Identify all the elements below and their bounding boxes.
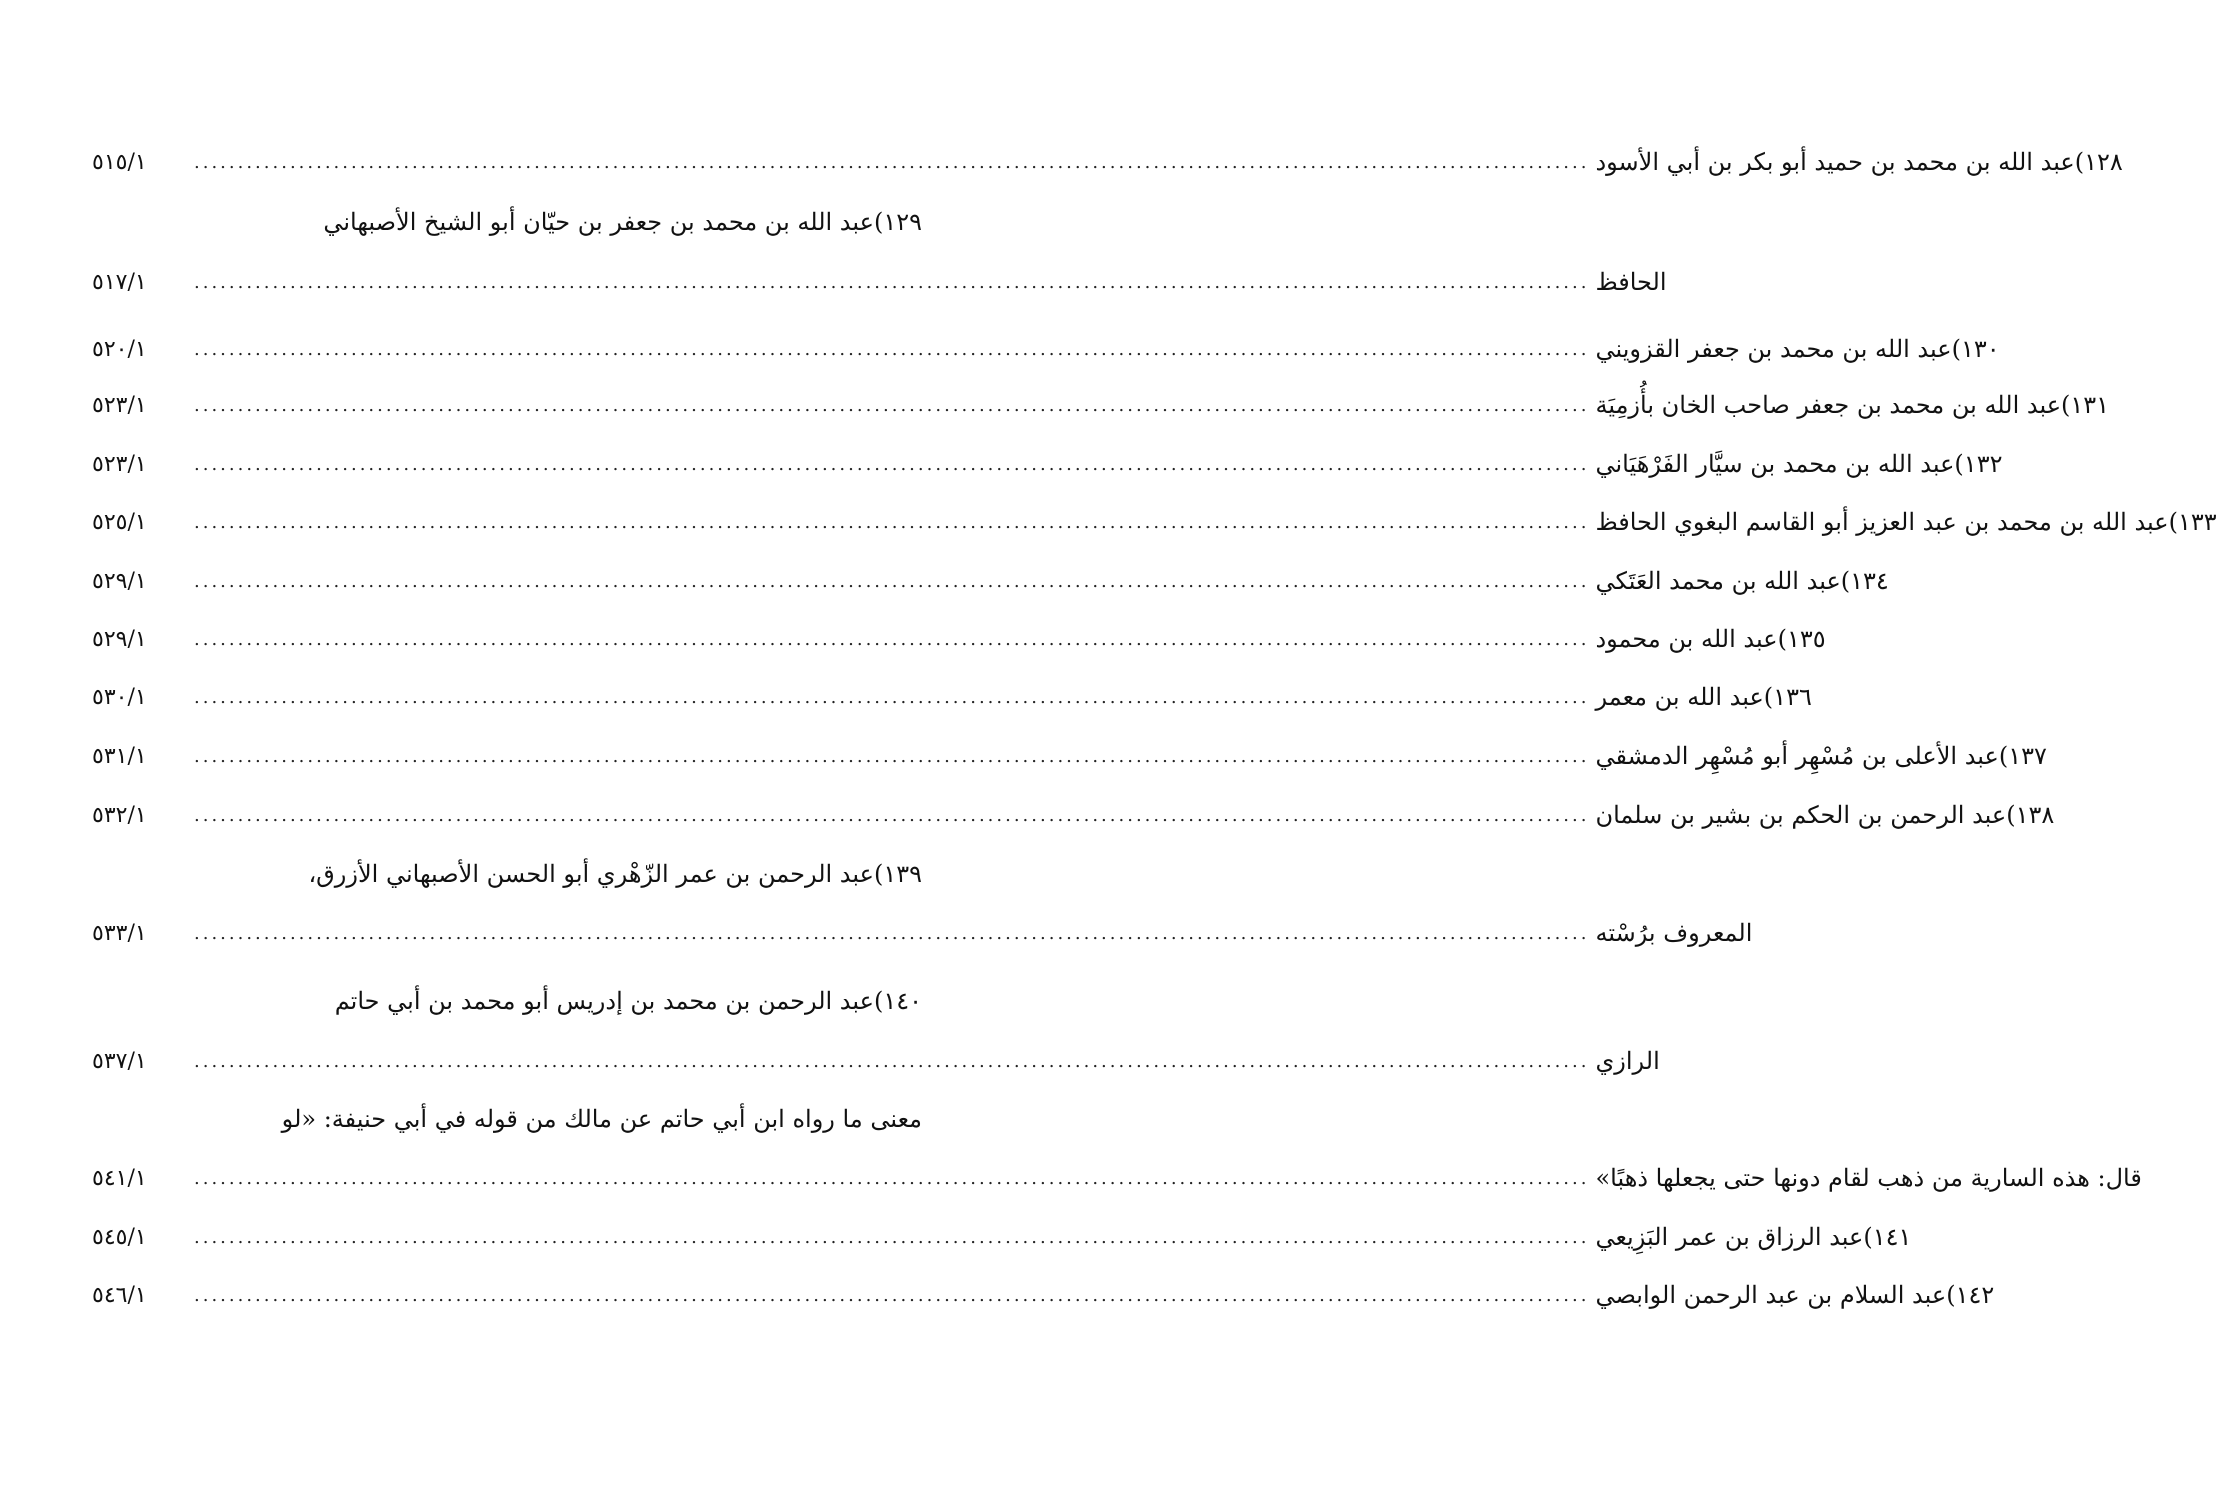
page-number: ٥٢٣/١ bbox=[92, 392, 147, 418]
toc-line bbox=[92, 324, 2000, 374]
page-number: ٥٢٣/١ bbox=[92, 451, 147, 477]
dot-leader: ................................................................................................................................................................ bbox=[194, 570, 1590, 592]
entry-title: ١٤١)عبد الرزاق بن عمر البَزِيعي bbox=[1595, 1223, 1912, 1251]
toc-line bbox=[92, 380, 2110, 430]
dot-leader: ................................................................................................................................................................ bbox=[194, 511, 1590, 533]
entry-title: ١٣٧)عبد الأعلى بن مُسْهِر أبو مُسْهِر الدمشقي bbox=[1595, 742, 2047, 770]
dot-leader: ................................................................................................................................................................ bbox=[194, 922, 1590, 944]
entry-title: الرازي bbox=[1595, 1047, 1660, 1075]
toc-line bbox=[92, 137, 2123, 187]
dot-leader: ................................................................................................................................................................ bbox=[194, 1167, 1590, 1189]
toc-line bbox=[92, 614, 1826, 664]
entry-title: الحافظ bbox=[1595, 268, 1667, 296]
dot-leader: ................................................................................................................................................................ bbox=[194, 453, 1590, 475]
toc-line bbox=[92, 1270, 1995, 1320]
entry-title: المعروف برُسْته bbox=[1595, 919, 1753, 947]
dot-leader: ................................................................................................................................................................ bbox=[194, 686, 1590, 708]
entry-title: ١٢٩)عبد الله بن محمد بن جعفر بن حيّان أبو الشيخ الأصبهاني bbox=[323, 208, 922, 236]
entry-title: معنى ما رواه ابن أبي حاتم عن مالك من قوله في أبي حنيفة: «لو bbox=[281, 1105, 922, 1133]
dot-leader: ................................................................................................................................................................ bbox=[194, 1226, 1590, 1248]
page-number: ٥٢٠/١ bbox=[92, 336, 147, 362]
toc-line bbox=[92, 672, 1812, 722]
entry-title: ١٣٦)عبد الله بن معمر bbox=[1595, 683, 1812, 711]
toc-line bbox=[92, 1212, 1912, 1262]
entry-title: ١٢٨)عبد الله بن محمد بن حميد أبو بكر بن أبي الأسود bbox=[1595, 148, 2123, 176]
page-number: ٥٤٥/١ bbox=[92, 1224, 147, 1250]
toc-line bbox=[92, 849, 922, 899]
toc-line bbox=[92, 257, 1667, 307]
page-number: ٥٤١/١ bbox=[92, 1165, 147, 1191]
dot-leader: ................................................................................................................................................................ bbox=[194, 1284, 1590, 1306]
entry-title: ١٤٠)عبد الرحمن بن محمد بن إدريس أبو محمد بن أبي حاتم bbox=[334, 987, 922, 1015]
page-number: ٥٣٣/١ bbox=[92, 920, 147, 946]
entry-title: ١٤٢)عبد السلام بن عبد الرحمن الوابصي bbox=[1595, 1281, 1995, 1309]
entry-title: ١٣٤)عبد الله بن محمد العَتَكي bbox=[1595, 567, 1889, 595]
toc-line bbox=[92, 197, 922, 247]
entry-title: قال: هذه السارية من ذهب لقام دونها حتى يجعلها ذهبًا» bbox=[1595, 1164, 2142, 1192]
dot-leader: ................................................................................................................................................................ bbox=[194, 151, 1590, 173]
page-number: ٥٣٢/١ bbox=[92, 802, 147, 828]
toc-line bbox=[92, 439, 2003, 489]
entry-title: ١٣٨)عبد الرحمن بن الحكم بن بشير بن سلمان bbox=[1595, 801, 2055, 829]
dot-leader: ................................................................................................................................................................ bbox=[194, 804, 1590, 826]
dot-leader: ................................................................................................................................................................ bbox=[194, 745, 1590, 767]
toc-line bbox=[92, 556, 1889, 606]
toc-line bbox=[92, 790, 2055, 840]
dot-leader: ................................................................................................................................................................ bbox=[194, 394, 1590, 416]
toc-line bbox=[92, 1036, 1660, 1086]
page-number: ٥٤٦/١ bbox=[92, 1282, 147, 1308]
page-number: ٥٢٩/١ bbox=[92, 626, 147, 652]
page-number: ٥٢٩/١ bbox=[92, 568, 147, 594]
toc-line bbox=[92, 731, 2047, 781]
entry-title: ١٣٠)عبد الله بن محمد بن جعفر القزويني bbox=[1595, 335, 2000, 363]
entry-title: ١٣٢)عبد الله بن محمد بن سيَّار الفَرْهَيَاني bbox=[1595, 450, 2003, 478]
dot-leader: ................................................................................................................................................................ bbox=[194, 1050, 1590, 1072]
toc-line bbox=[92, 976, 922, 1026]
page-number: ٥١٥/١ bbox=[92, 149, 147, 175]
toc-line bbox=[92, 1153, 2142, 1203]
toc-line bbox=[92, 908, 1753, 958]
dot-leader: ................................................................................................................................................................ bbox=[194, 338, 1590, 360]
page-number: ٥٢٥/١ bbox=[92, 509, 147, 535]
entry-title: ١٣٩)عبد الرحمن بن عمر الزّهْري أبو الحسن الأصبهاني الأزرق، bbox=[308, 860, 922, 888]
page-number: ٥٣٠/١ bbox=[92, 684, 147, 710]
page-number: ٥١٧/١ bbox=[92, 269, 147, 295]
entry-title: ١٣٣)عبد الله بن محمد بن عبد العزيز أبو القاسم البغوي الحافظ bbox=[1595, 508, 2217, 536]
page-number: ٥٣١/١ bbox=[92, 743, 147, 769]
dot-leader: ................................................................................................................................................................ bbox=[194, 271, 1590, 293]
entry-title: ١٣١)عبد الله بن محمد بن جعفر صاحب الخان بأُزمِيَة bbox=[1595, 391, 2110, 419]
toc-line bbox=[92, 497, 2217, 547]
entry-title: ١٣٥)عبد الله بن محمود bbox=[1595, 625, 1826, 653]
page-number: ٥٣٧/١ bbox=[92, 1048, 147, 1074]
toc-line bbox=[92, 1094, 922, 1144]
dot-leader: ................................................................................................................................................................ bbox=[194, 628, 1590, 650]
